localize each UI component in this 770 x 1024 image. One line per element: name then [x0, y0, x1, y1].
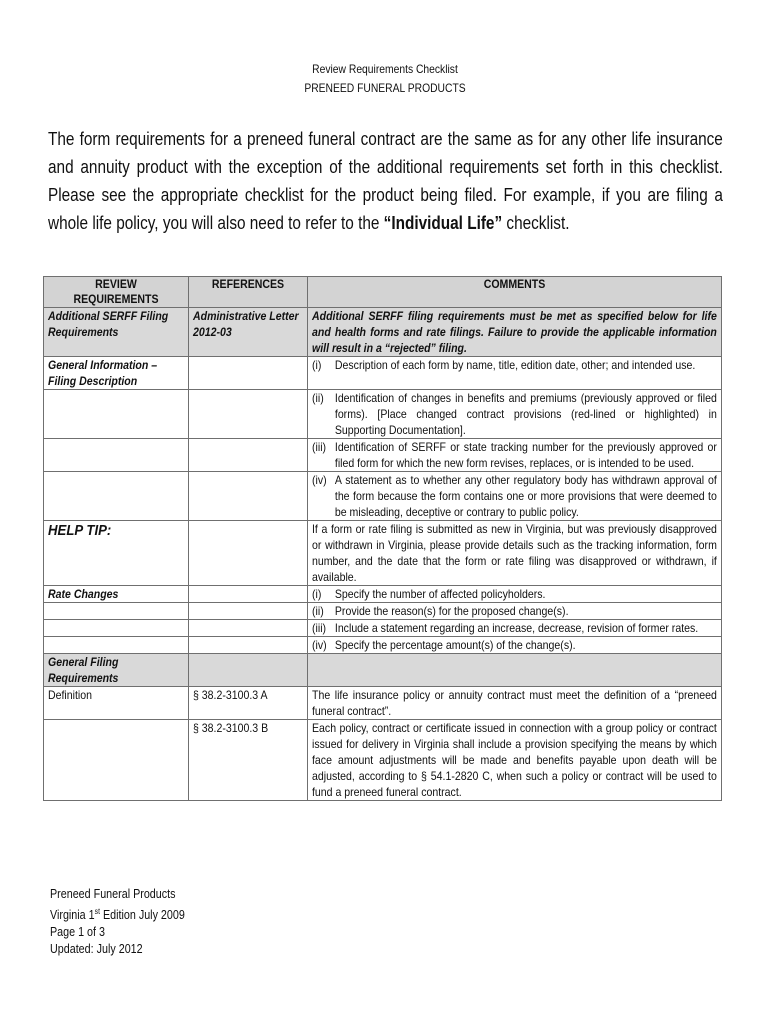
footer-page-number: Page 1 of 3: [50, 925, 105, 940]
column-header-references: REFERENCES: [189, 277, 308, 308]
table-row-general-info-4: [44, 472, 722, 521]
table-row-definition: [44, 687, 722, 720]
intro-text-end: checklist.: [502, 212, 570, 233]
rate-changes-item-1: (i) Specify the number of affected policyholders.: [308, 586, 722, 603]
help-tip-reference: [189, 521, 308, 586]
rate-changes-item-4: (iv) Specify the percentage amount(s) of the change(s).: [308, 637, 722, 654]
footer-edition: Virginia 1st Edition July 2009: [50, 907, 185, 923]
general-filing-heading-reference: [189, 654, 308, 687]
rate-changes-item-3: (iii) Include a statement regarding an increase, decrease, revision of former rates.: [308, 620, 722, 637]
general-info-reference-4: [189, 472, 308, 521]
footer-product: Preneed Funeral Products: [50, 887, 176, 901]
rate-changes-requirement-3: [44, 620, 189, 637]
table-row-help-tip: [44, 521, 722, 586]
general-info-reference-2: [189, 390, 308, 439]
general-info-item-1: (i) Description of each form by name, title, edition date, other; and intended use.: [308, 357, 722, 390]
rate-changes-reference-4: [189, 637, 308, 654]
table-row-rate-changes-2: [44, 603, 722, 620]
intro-paragraph: [48, 125, 723, 237]
general-info-reference-3: [189, 439, 308, 472]
definition-comment: The life insurance policy or annuity contract must meet the definition of a “preneed funeral contract”.: [308, 687, 722, 720]
table-row-rate-changes-4: [44, 637, 722, 654]
rate-changes-requirement-2: [44, 603, 189, 620]
intro-checklist-reference: “Individual Life”: [383, 212, 503, 233]
general-info-item-2: (ii) Identification of changes in benefits and premiums (previously approved or filed forms). [Place changed contract provisions (red-lined or highlighted) in Supporting Documentation].: [308, 390, 722, 439]
serff-requirement: Additional SERFF Filing Requirements: [44, 308, 189, 357]
rate-changes-reference-3: [189, 620, 308, 637]
general-info-requirement-4: [44, 472, 189, 521]
table-row-general-info-1: [44, 357, 722, 390]
general-info-item-3: (iii) Identification of SERFF or state tracking number for the previously approved or filed form for which the new form revises, replaces, or is intended to be used.: [308, 439, 722, 472]
table-row-face-amount-provision: [44, 720, 722, 801]
provision-reference: § 38.2-3100.3 B: [189, 720, 308, 801]
checklist-title: Review Requirements Checklist: [312, 62, 458, 76]
general-info-reference-1: [189, 357, 308, 390]
column-header-comments: COMMENTS: [308, 277, 722, 308]
provision-requirement: [44, 720, 189, 801]
column-header-requirements: REVIEW REQUIREMENTS: [44, 277, 189, 308]
table-row-rate-changes-3: [44, 620, 722, 637]
table-row-serff: [44, 308, 722, 357]
general-info-requirement-2: [44, 390, 189, 439]
rate-changes-reference-2: [189, 603, 308, 620]
general-info-requirement: General Information – Filing Description: [44, 357, 189, 390]
general-info-item-4: (iv) A statement as to whether any other regulatory body has withdrawn approval of the form because the form contains one or more provisions that were deemed to be misleading, deceptive or contrary to public policy.: [308, 472, 722, 521]
general-filing-heading-comment: [308, 654, 722, 687]
table-row-general-info-3: [44, 439, 722, 472]
table-header-row: [44, 277, 722, 308]
rate-changes-item-2: (ii) Provide the reason(s) for the proposed change(s).: [308, 603, 722, 620]
serff-reference: Administrative Letter 2012-03: [189, 308, 308, 357]
help-tip-label: HELP TIP:: [44, 521, 189, 586]
table-row-general-info-2: [44, 390, 722, 439]
requirements-table: [43, 276, 722, 801]
product-heading: PRENEED FUNERAL PRODUCTS: [304, 81, 466, 95]
page-footer: [50, 886, 185, 958]
table-row-rate-changes-1: [44, 586, 722, 603]
general-info-requirement-3: [44, 439, 189, 472]
rate-changes-requirement-4: [44, 637, 189, 654]
general-filing-heading: General Filing Requirements: [44, 654, 189, 687]
footer-updated: Updated: July 2012: [50, 942, 143, 957]
help-tip-text: If a form or rate filing is submitted as new in Virginia, but was previously disapproved or withdrawn in Virginia, please provide details such as the tracking information, form number, and the date that the form or rate filing was disapproved or withdrawn, if available.: [308, 521, 722, 586]
provision-comment: Each policy, contract or certificate issued in connection with a group policy or contract issued for delivery in Virginia shall include a provision specifying the means by which face amount adjustments will be made and benefits payable upon death will be adjusted, according to § 54.1-2820 C, when such a policy or contract will be used to fund a preneed funeral contract.: [308, 720, 722, 801]
serff-comment: Additional SERFF filing requirements must be met as specified below for life and health forms and rate filings. Failure to provide the applicable information will result in a “rejected” filing.: [308, 308, 722, 357]
definition-reference: § 38.2-3100.3 A: [189, 687, 308, 720]
definition-requirement: Definition: [44, 687, 189, 720]
rate-changes-reference-1: [189, 586, 308, 603]
table-row-general-filing-heading: [44, 654, 722, 687]
rate-changes-requirement: Rate Changes: [44, 586, 189, 603]
intro-text: The form requirements for a preneed funeral contract are the same as for any other life insurance and annuity product with the exception of the additional requirements set forth in this checklist. Please see the appropriate checklist for the product being filed. For example, if you are filing a whole life policy, you will also need to refer to the: [48, 128, 723, 233]
